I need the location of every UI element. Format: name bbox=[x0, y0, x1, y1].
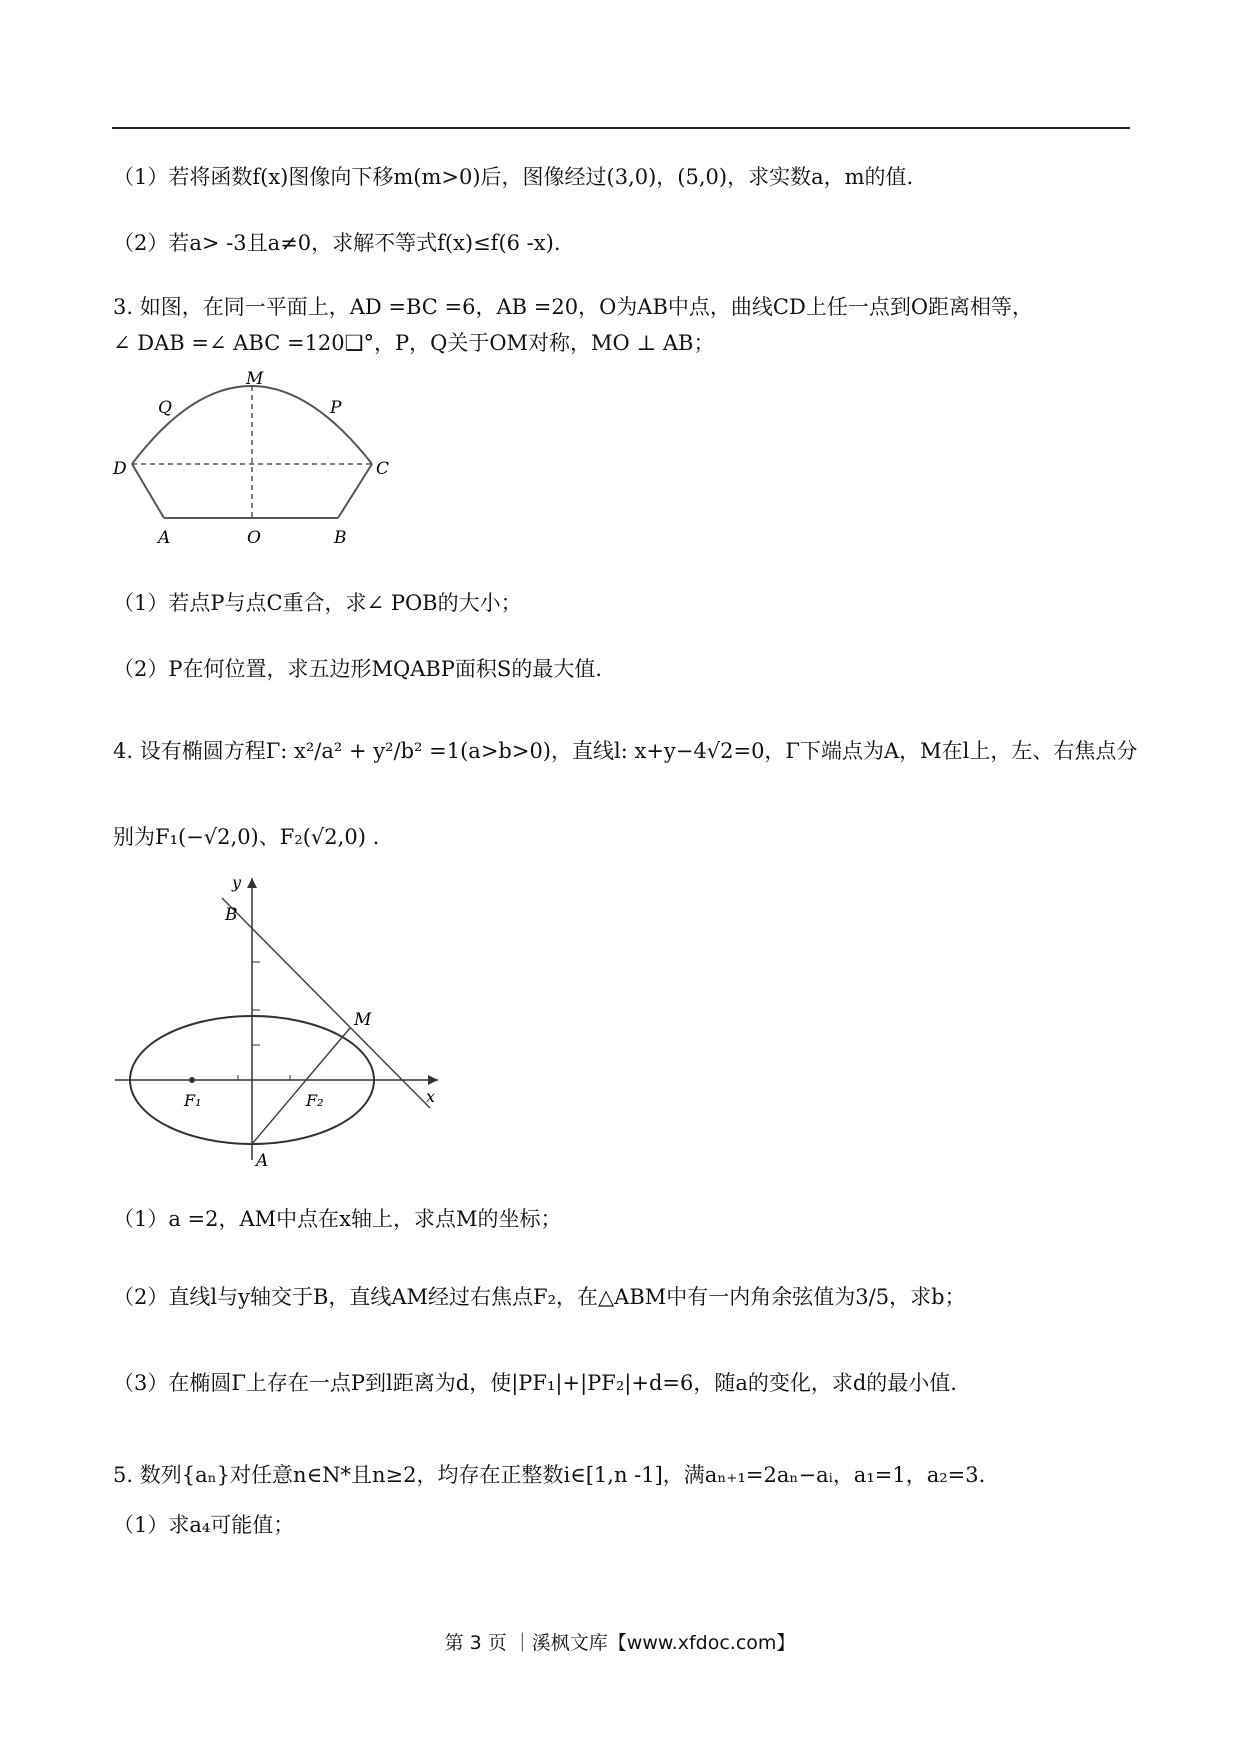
label-O: O bbox=[247, 528, 261, 548]
label-D: D bbox=[113, 459, 127, 479]
label-B2: B bbox=[225, 905, 238, 925]
page-footer: 第 3 页 ｜溪枫文库【www.xfdoc.com】 bbox=[444, 1632, 796, 1654]
q4-part1-text: （1）a =2，AM中点在x轴上，求点M的坐标； bbox=[113, 1207, 562, 1231]
label-y: y bbox=[232, 873, 242, 892]
ellipse-figure bbox=[110, 870, 450, 1170]
q3-part1-text: （1）若点P与点C重合，求∠ POB的大小； bbox=[113, 591, 522, 615]
q5-part1-text: （1）求a₄可能值； bbox=[113, 1513, 295, 1537]
q4-part2-text: （2）直线l与y轴交于B，直线AM经过右焦点F₂，在△ABM中有一内角余弦值为3/5，求b； bbox=[113, 1285, 966, 1309]
q4-stem-line1: 4. 设有椭圆方程Γ: x²/a² + y²/b² =1(a>b>0)，直线l: x+y−4√2=0，Γ下端点为A，M在l上，左、右焦点分 bbox=[113, 739, 1138, 763]
q5-stem-text: 5. 数列{aₙ}对任意n∈N*且n≥2，均存在正整数i∈[1,n -1]，满aₙ₊₁=2aₙ−aᵢ，a₁=1，a₂=3. bbox=[113, 1463, 986, 1487]
q3-stem-line2: ∠ DAB =∠ ABC =120❑°，P，Q关于OM对称，MO ⊥ AB； bbox=[113, 331, 715, 355]
q4-stem-line2: 别为F₁(−√2,0)、F₂(√2,0) . bbox=[113, 825, 380, 849]
label-B: B bbox=[334, 528, 347, 548]
label-M: M bbox=[246, 369, 264, 389]
pentagon-arc-figure bbox=[110, 368, 400, 558]
label-A: A bbox=[158, 528, 171, 548]
q2-part1-text: （1）若将函数f(x)图像向下移m(m>0)后，图像经过(3,0)，(5,0)，求实数a，m的值. bbox=[113, 165, 914, 189]
label-F1: F₁ bbox=[184, 1091, 202, 1110]
label-C: C bbox=[376, 459, 390, 479]
q4-part3-text: （3）在椭圆Γ上存在一点P到l距离为d，使|PF₁|+|PF₂|+d=6，随a的变化，求d的最小值. bbox=[113, 1371, 957, 1395]
label-F2: F₂ bbox=[306, 1091, 324, 1110]
label-A2: A bbox=[256, 1151, 269, 1170]
label-M2: M bbox=[354, 1010, 372, 1030]
q3-part2-text: （2）P在何位置，求五边形MQABP面积S的最大值. bbox=[113, 657, 602, 681]
header-rule bbox=[112, 127, 1130, 129]
q3-stem-line1: 3. 如图，在同一平面上，AD =BC =6，AB =20，O为AB中点，曲线CD上任一点到O距离相等， bbox=[113, 295, 1034, 319]
label-P: P bbox=[330, 398, 342, 418]
label-Q: Q bbox=[158, 398, 172, 418]
q2-part2-text: （2）若a> -3且a≠0，求解不等式f(x)≤f(6 -x). bbox=[113, 231, 561, 255]
label-x: x bbox=[426, 1087, 436, 1106]
